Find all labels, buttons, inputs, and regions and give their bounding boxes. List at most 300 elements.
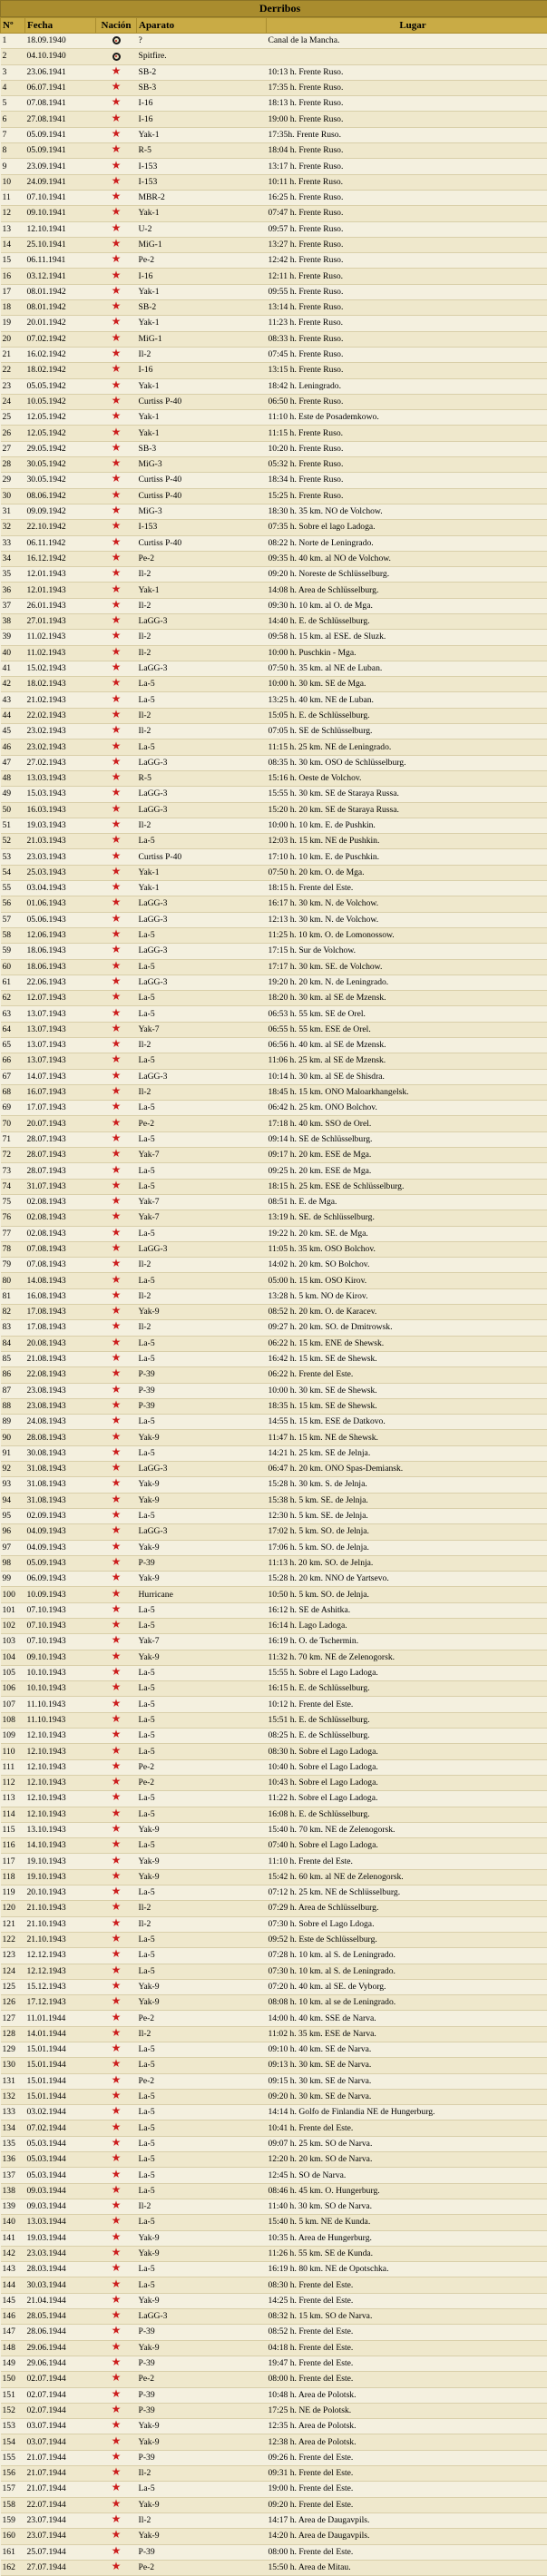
soviet-star-icon: ★	[112, 2372, 122, 2385]
soviet-star-icon: ★	[112, 253, 122, 266]
row-fecha: 24.09.1941	[25, 174, 96, 190]
row-fecha: 15.01.1944	[25, 2058, 96, 2073]
table-row	[1, 1995, 547, 2011]
row-num: 144	[1, 2277, 25, 2293]
header-fecha: Fecha	[25, 18, 96, 34]
row-fecha: 22.08.1943	[25, 1367, 96, 1383]
soviet-star-icon: ★	[112, 2136, 122, 2149]
row-nacion	[96, 520, 137, 535]
row-fecha: 13.10.1943	[25, 1822, 96, 1837]
soviet-star-icon: ★	[112, 1022, 122, 1034]
table-row	[1, 2089, 547, 2104]
row-fecha: 02.08.1943	[25, 1194, 96, 1210]
row-nacion	[96, 787, 137, 802]
row-nacion	[96, 2529, 137, 2544]
row-num: 89	[1, 1415, 25, 1430]
row-num: 95	[1, 1508, 25, 1523]
table-row	[1, 1759, 547, 1775]
soviet-star-icon: ★	[112, 991, 122, 1004]
table-row	[1, 1807, 547, 1822]
row-num: 141	[1, 2230, 25, 2246]
table-row	[1, 143, 547, 159]
row-nacion	[96, 1854, 137, 1869]
row-nacion	[96, 1116, 137, 1131]
row-lugar: 06:56 h. 40 km. al SE de Mzensk.	[267, 1038, 547, 1053]
row-lugar: 16:19 h. O. de Tschermin.	[267, 1634, 547, 1650]
row-fecha: 05.03.1944	[25, 2152, 96, 2168]
row-nacion	[96, 2277, 137, 2293]
row-aparato: MiG-3	[137, 457, 267, 473]
row-lugar: 16:08 h. E. de Schlüsselburg.	[267, 1807, 547, 1822]
table-row	[1, 1618, 547, 1633]
row-lugar: 17:17 h. 30 km. SE. de Volchow.	[267, 959, 547, 975]
row-aparato: La-5	[137, 1807, 267, 1822]
row-aparato: Il-2	[137, 1916, 267, 1932]
row-fecha: 16.07.1943	[25, 1084, 96, 1100]
row-lugar: 14:20 h. Area de Daugavpils.	[267, 2529, 547, 2544]
row-aparato: Yak-7	[137, 1634, 267, 1650]
row-aparato: LaGG-3	[137, 1241, 267, 1257]
row-lugar: 11:06 h. 25 km. al SE de Mzensk.	[267, 1053, 547, 1069]
row-lugar: 16:19 h. 80 km. NE de Opotschka.	[267, 2262, 547, 2277]
row-aparato: Yak-7	[137, 1210, 267, 1226]
row-nacion	[96, 1885, 137, 1901]
row-fecha: 03.04.1943	[25, 881, 96, 896]
table-row	[1, 2450, 547, 2465]
table-row	[1, 2560, 547, 2575]
table-row	[1, 1101, 547, 1116]
table-row	[1, 535, 547, 551]
row-num: 158	[1, 2497, 25, 2512]
row-nacion	[96, 1477, 137, 1493]
table-row	[1, 1932, 547, 1947]
soviet-star-icon: ★	[112, 959, 122, 972]
table-row	[1, 1854, 547, 1869]
row-num: 104	[1, 1650, 25, 1665]
row-lugar: 09:35 h. 40 km. al NO de Volchow.	[267, 551, 547, 566]
row-aparato: Yak-1	[137, 378, 267, 394]
row-lugar: 07:30 h. 10 km. al S. de Leningrado.	[267, 1964, 547, 1979]
row-aparato: Yak-9	[137, 2434, 267, 2450]
row-num: 109	[1, 1729, 25, 1744]
row-nacion	[96, 755, 137, 770]
row-num: 92	[1, 1462, 25, 1477]
soviet-star-icon: ★	[112, 1210, 122, 1223]
row-num: 110	[1, 1744, 25, 1759]
row-aparato: Pe-2	[137, 1116, 267, 1131]
row-fecha: 21.02.1943	[25, 692, 96, 708]
table-row	[1, 2183, 547, 2199]
row-nacion	[96, 1305, 137, 1320]
soviet-star-icon: ★	[112, 1524, 122, 1537]
soviet-star-icon: ★	[112, 567, 122, 580]
row-aparato: Yak-7	[137, 1194, 267, 1210]
soviet-star-icon: ★	[112, 1179, 122, 1191]
row-nacion	[96, 1336, 137, 1351]
row-lugar: 10:00 h. 30 km. SE de Mga.	[267, 677, 547, 692]
soviet-star-icon: ★	[112, 2121, 122, 2133]
table-row	[1, 2168, 547, 2183]
row-nacion	[96, 708, 137, 723]
row-aparato: La-5	[137, 2482, 267, 2497]
row-fecha: 07.10.1943	[25, 1618, 96, 1633]
table-row	[1, 975, 547, 990]
row-fecha: 15.01.1944	[25, 2042, 96, 2058]
row-num: 98	[1, 1555, 25, 1571]
soviet-star-icon: ★	[112, 677, 122, 690]
row-num: 107	[1, 1697, 25, 1712]
row-fecha: 22.06.1943	[25, 975, 96, 990]
row-aparato: U-2	[137, 221, 267, 237]
row-nacion	[96, 912, 137, 927]
table-row	[1, 770, 547, 786]
row-fecha: 19.10.1943	[25, 1869, 96, 1885]
row-aparato: La-5	[137, 692, 267, 708]
table-row	[1, 1477, 547, 1493]
soviet-star-icon: ★	[112, 896, 122, 909]
row-num: 85	[1, 1351, 25, 1366]
row-lugar: 14:17 h. Area de Daugavpils.	[267, 2512, 547, 2528]
row-nacion	[96, 410, 137, 426]
row-fecha: 23.03.1943	[25, 849, 96, 865]
soviet-star-icon: ★	[112, 802, 122, 815]
soviet-star-icon: ★	[112, 441, 122, 454]
table-row	[1, 2105, 547, 2121]
row-num: 46	[1, 739, 25, 755]
soviet-star-icon: ★	[112, 410, 122, 423]
table-row	[1, 2434, 547, 2450]
row-num: 93	[1, 1477, 25, 1493]
row-num: 133	[1, 2105, 25, 2121]
row-fecha: 13.07.1943	[25, 1022, 96, 1037]
row-num: 118	[1, 1869, 25, 1885]
row-fecha: 19.03.1944	[25, 2230, 96, 2246]
row-num: 152	[1, 2403, 25, 2418]
row-num: 83	[1, 1320, 25, 1336]
row-lugar: 18:15 h. Frente del Este.	[267, 881, 547, 896]
soviet-star-icon: ★	[112, 2482, 122, 2494]
row-nacion	[96, 1131, 137, 1147]
soviet-star-icon: ★	[112, 1053, 122, 1066]
row-lugar: 08:00 h. Frente del Este.	[267, 2372, 547, 2387]
row-num: 76	[1, 1210, 25, 1226]
row-fecha: 12.01.1943	[25, 583, 96, 598]
row-lugar: 08:30 h. Sobre el Lago Ladoga.	[267, 1744, 547, 1759]
row-num: 111	[1, 1759, 25, 1775]
row-lugar: 12:11 h. Frente Ruso.	[267, 269, 547, 284]
row-fecha: 03.12.1941	[25, 269, 96, 284]
row-num: 130	[1, 2058, 25, 2073]
row-nacion	[96, 34, 137, 49]
row-fecha: 13.03.1943	[25, 770, 96, 786]
table-row	[1, 1445, 547, 1461]
table-row	[1, 457, 547, 473]
row-num: 77	[1, 1226, 25, 1241]
row-fecha: 29.06.1944	[25, 2340, 96, 2356]
row-nacion	[96, 2340, 137, 2356]
row-lugar: 07:50 h. 20 km. O. de Mga.	[267, 865, 547, 880]
row-num: 148	[1, 2340, 25, 2356]
row-nacion	[96, 174, 137, 190]
table-row	[1, 991, 547, 1006]
row-fecha: 21.07.1944	[25, 2450, 96, 2465]
soviet-star-icon: ★	[112, 944, 122, 956]
row-fecha: 12.10.1941	[25, 221, 96, 237]
row-fecha: 23.06.1941	[25, 64, 96, 80]
row-lugar: 04:18 h. Frente del Este.	[267, 2340, 547, 2356]
row-fecha: 08.01.1942	[25, 300, 96, 316]
soviet-star-icon: ★	[112, 1305, 122, 1317]
row-lugar: 13:25 h. 40 km. NE de Luban.	[267, 692, 547, 708]
row-nacion	[96, 2293, 137, 2308]
row-aparato: La-5	[137, 1053, 267, 1069]
soviet-star-icon: ★	[112, 2168, 122, 2180]
row-num: 14	[1, 237, 25, 252]
row-nacion	[96, 1101, 137, 1116]
table-title: Derribos	[0, 0, 547, 17]
row-nacion	[96, 2325, 137, 2340]
row-aparato: La-5	[137, 1415, 267, 1430]
row-fecha: 15.03.1943	[25, 787, 96, 802]
row-aparato: P-39	[137, 1398, 267, 1414]
soviet-star-icon: ★	[112, 237, 122, 250]
row-aparato: Yak-9	[137, 1979, 267, 1994]
soviet-star-icon: ★	[112, 1744, 122, 1757]
row-num: 120	[1, 1901, 25, 1916]
row-fecha: 12.07.1943	[25, 991, 96, 1006]
row-nacion	[96, 944, 137, 959]
row-lugar: 10:00 h. Puschkin - Mga.	[267, 645, 547, 661]
row-lugar: 09:15 h. 30 km. SE de Narva.	[267, 2073, 547, 2089]
row-num: 115	[1, 1822, 25, 1837]
soviet-star-icon: ★	[112, 1712, 122, 1725]
soviet-star-icon: ★	[112, 1148, 122, 1161]
row-nacion	[96, 1462, 137, 1477]
table-row	[1, 708, 547, 723]
row-num: 50	[1, 802, 25, 818]
row-nacion	[96, 1665, 137, 1680]
soviet-star-icon: ★	[112, 1618, 122, 1631]
row-aparato: LaGG-3	[137, 787, 267, 802]
row-nacion	[96, 975, 137, 990]
soviet-star-icon: ★	[112, 770, 122, 783]
row-nacion	[96, 1226, 137, 1241]
row-aparato: Il-2	[137, 2199, 267, 2214]
row-nacion	[96, 1367, 137, 1383]
row-fecha: 03.07.1944	[25, 2419, 96, 2434]
row-nacion	[96, 1681, 137, 1697]
soviet-star-icon: ★	[112, 1555, 122, 1568]
table-row	[1, 598, 547, 613]
row-nacion	[96, 927, 137, 943]
row-lugar: 09:58 h. 15 km. al ESE. de Sluzk.	[267, 630, 547, 645]
row-aparato: R-5	[137, 143, 267, 159]
table-row	[1, 1116, 547, 1131]
row-aparato: Il-2	[137, 567, 267, 583]
row-aparato: Yak-9	[137, 2230, 267, 2246]
row-lugar: 12:35 h. Area de Polotsk.	[267, 2419, 547, 2434]
soviet-star-icon: ★	[112, 1006, 122, 1019]
row-aparato: Il-2	[137, 2512, 267, 2528]
row-nacion	[96, 1273, 137, 1288]
row-lugar: 12:38 h. Area de Polotsk.	[267, 2434, 547, 2450]
soviet-star-icon: ★	[112, 975, 122, 987]
row-nacion	[96, 2215, 137, 2230]
table-row	[1, 645, 547, 661]
row-aparato: Yak-7	[137, 1148, 267, 1163]
row-aparato: La-5	[137, 2136, 267, 2151]
row-fecha: 12.10.1943	[25, 1807, 96, 1822]
soviet-star-icon: ★	[112, 1351, 122, 1364]
row-nacion	[96, 1383, 137, 1398]
soviet-star-icon: ★	[112, 2089, 122, 2101]
row-num: 62	[1, 991, 25, 1006]
table-row	[1, 1241, 547, 1257]
soviet-star-icon: ★	[112, 1226, 122, 1239]
row-aparato: Il-2	[137, 598, 267, 613]
row-nacion	[96, 2482, 137, 2497]
table-row	[1, 253, 547, 269]
table-row	[1, 1398, 547, 1414]
row-lugar: 15:20 h. 20 km. SE de Staraya Russa.	[267, 802, 547, 818]
row-fecha: 28.06.1944	[25, 2325, 96, 2340]
row-nacion	[96, 363, 137, 378]
row-aparato: La-5	[137, 1226, 267, 1241]
row-nacion	[96, 692, 137, 708]
row-nacion	[96, 2434, 137, 2450]
soviet-star-icon: ★	[112, 426, 122, 438]
soviet-star-icon: ★	[112, 1932, 122, 1944]
soviet-star-icon: ★	[112, 645, 122, 658]
row-aparato: MiG-3	[137, 504, 267, 519]
row-num: 12	[1, 206, 25, 221]
row-aparato: La-5	[137, 1006, 267, 1022]
row-nacion	[96, 426, 137, 441]
row-nacion	[96, 1572, 137, 1587]
row-num: 145	[1, 2293, 25, 2308]
row-fecha: 23.07.1944	[25, 2512, 96, 2528]
soviet-star-icon: ★	[112, 1163, 122, 1176]
row-aparato: La-5	[137, 2152, 267, 2168]
row-lugar: 09:57 h. Frente Ruso.	[267, 221, 547, 237]
row-lugar: 11:22 h. Sobre el Lago Ladoga.	[267, 1791, 547, 1807]
row-nacion	[96, 2105, 137, 2121]
row-lugar: 10:20 h. Frente Ruso.	[267, 441, 547, 456]
table-row	[1, 2309, 547, 2325]
row-fecha: 26.01.1943	[25, 598, 96, 613]
table-row	[1, 2230, 547, 2246]
soviet-star-icon: ★	[112, 787, 122, 799]
soviet-star-icon: ★	[112, 1916, 122, 1929]
row-lugar: 08:32 h. 15 km. SO de Narva.	[267, 2309, 547, 2325]
row-aparato: Il-2	[137, 818, 267, 833]
row-aparato: Yak-9	[137, 1995, 267, 2011]
row-nacion	[96, 1807, 137, 1822]
table-row	[1, 1194, 547, 1210]
soviet-star-icon: ★	[112, 2042, 122, 2055]
row-aparato: La-5	[137, 834, 267, 849]
table-row	[1, 80, 547, 95]
row-nacion	[96, 818, 137, 833]
row-lugar: 16:15 h. E. de Schlüsselburg.	[267, 1681, 547, 1697]
row-nacion	[96, 2136, 137, 2151]
row-num: 20	[1, 331, 25, 347]
row-aparato: Pe-2	[137, 2073, 267, 2089]
row-lugar: 14:08 h. Area de Schlüsselburg.	[267, 583, 547, 598]
row-num: 80	[1, 1273, 25, 1288]
row-nacion	[96, 2466, 137, 2482]
soviet-star-icon: ★	[112, 865, 122, 877]
row-aparato: La-5	[137, 1681, 267, 1697]
row-nacion	[96, 551, 137, 566]
row-nacion	[96, 1869, 137, 1885]
soviet-star-icon: ★	[112, 2466, 122, 2479]
row-lugar: 11:15 h. Frente Ruso.	[267, 426, 547, 441]
row-aparato: Yak-9	[137, 2419, 267, 2434]
row-lugar: 15:42 h. 60 km. al NE de Zelenogorsk.	[267, 1869, 547, 1885]
row-fecha: 31.08.1943	[25, 1477, 96, 1493]
row-aparato: Pe-2	[137, 551, 267, 566]
soviet-star-icon: ★	[112, 2403, 122, 2415]
row-lugar: 17:10 h. 10 km. E. de Puschkin.	[267, 849, 547, 865]
soviet-star-icon: ★	[112, 708, 122, 720]
row-num: 159	[1, 2512, 25, 2528]
soviet-star-icon: ★	[112, 598, 122, 611]
table-row	[1, 1210, 547, 1226]
table-row	[1, 1383, 547, 1398]
row-num: 96	[1, 1524, 25, 1540]
row-lugar: 15:55 h. 30 km. SE de Staraya Russa.	[267, 787, 547, 802]
row-fecha: 13.07.1943	[25, 1038, 96, 1053]
row-nacion	[96, 441, 137, 456]
row-aparato: Il-2	[137, 1084, 267, 1100]
table-row	[1, 1634, 547, 1650]
row-fecha: 11.10.1943	[25, 1712, 96, 1728]
row-num: 114	[1, 1807, 25, 1822]
row-num: 139	[1, 2199, 25, 2214]
soviet-star-icon: ★	[112, 378, 122, 391]
row-nacion	[96, 1979, 137, 1994]
row-lugar: 06:50 h. Frente Ruso.	[267, 394, 547, 409]
row-fecha: 22.02.1943	[25, 708, 96, 723]
row-lugar: 09:26 h. Frente del Este.	[267, 2450, 547, 2465]
row-nacion	[96, 112, 137, 127]
table-row	[1, 441, 547, 456]
soviet-star-icon: ★	[112, 316, 122, 328]
row-nacion	[96, 2042, 137, 2058]
row-fecha: 30.03.1944	[25, 2277, 96, 2293]
table-row	[1, 96, 547, 112]
row-nacion	[96, 2262, 137, 2277]
soviet-star-icon: ★	[112, 1869, 122, 1882]
row-lugar: 13:19 h. SE. de Schlüsselburg.	[267, 1210, 547, 1226]
row-fecha: 06.09.1943	[25, 1572, 96, 1587]
soviet-star-icon: ★	[112, 1367, 122, 1380]
row-aparato: Spitfire.	[137, 49, 267, 64]
row-lugar: 09:52 h. Este de Schlüsselburg.	[267, 1932, 547, 1947]
row-lugar: 18:42 h. Leningrado.	[267, 378, 547, 394]
row-nacion	[96, 300, 137, 316]
table-row	[1, 2325, 547, 2340]
row-aparato: Yak-9	[137, 1493, 267, 1508]
table-row	[1, 190, 547, 205]
soviet-star-icon: ★	[112, 912, 122, 925]
row-fecha: 25.03.1943	[25, 865, 96, 880]
row-lugar: 09:31 h. Frente del Este.	[267, 2466, 547, 2482]
row-num: 140	[1, 2215, 25, 2230]
soviet-star-icon: ★	[112, 1602, 122, 1615]
row-nacion	[96, 1995, 137, 2011]
